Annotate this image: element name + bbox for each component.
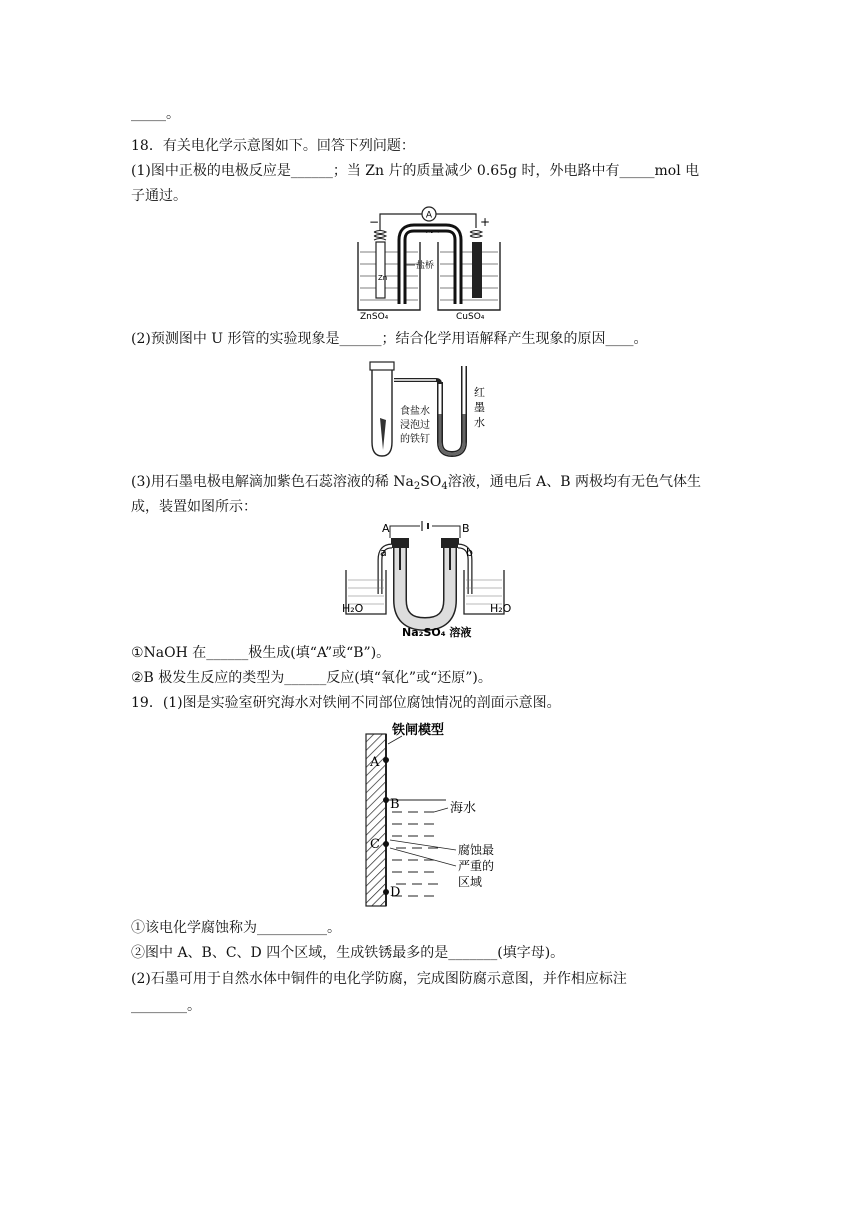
ink-label-1: 红 [474, 386, 485, 399]
subscript-2: 2 [413, 481, 421, 492]
q19-part2-cont: ________。 [131, 998, 201, 1014]
q19-part1-1: ①该电化学腐蚀称为__________。 [131, 920, 341, 936]
galvanic-cell-figure [354, 206, 504, 320]
ink-label-2: 墨 [474, 401, 485, 414]
electrolysis-figure [340, 520, 522, 638]
zinc-label: Zn [378, 274, 388, 282]
iron-gate-figure [362, 720, 512, 910]
negative-terminal-label: − [369, 215, 380, 229]
q18-part3-1: ①NaOH 在______极生成(填“A”或“B”)。 [131, 645, 391, 661]
q18-part3-text-c: 溶液，通电后 A、B 两极均有无色气体生 [447, 474, 702, 490]
nail-label-line3: 的铁钉 [400, 434, 430, 445]
solution-label: Na₂SO₄ 溶液 [402, 626, 472, 639]
u-tube [440, 366, 464, 454]
electrode-b-label: B [462, 522, 470, 535]
point-a [383, 757, 389, 763]
water-right-label: H₂O [490, 602, 512, 615]
point-d [383, 889, 389, 895]
blank-line-tail: _____。 [131, 106, 180, 122]
stopper [370, 362, 394, 370]
question-18-heading: 18．有关电化学示意图如下。回答下列问题： [131, 138, 415, 154]
q18-part3 [131, 472, 701, 492]
q18-part2: (2)预测图中 U 形管的实验现象是______；结合化学用语解释产生现象的原因____。 [131, 331, 648, 347]
worst-region-line2: 严重的 [458, 859, 495, 873]
point-b-label: B [390, 797, 400, 812]
q19-part1-2: ②图中 A、B、C、D 四个区域，生成铁锈最多的是_______(填字母)。 [131, 945, 565, 961]
zinc-electrode [376, 242, 388, 298]
electrode-a-label: A [382, 522, 390, 535]
nail-label-line2: 浸泡过 [400, 420, 430, 431]
test-tube [372, 368, 392, 456]
ammeter-symbol: A [425, 210, 433, 221]
q19-part2: (2)石墨可用于自然水体中铜件的电化学防腐，完成图防腐示意图，并作相应标注 [131, 971, 627, 987]
tube-a-label: a [380, 546, 387, 559]
positive-terminal-label: + [480, 215, 491, 229]
ammeter-label: 电流计 [417, 225, 441, 234]
nail-corrosion-figure [364, 358, 498, 462]
iron-nail-icon [380, 418, 386, 450]
seawater-label: 海水 [450, 801, 477, 816]
tube-b-label: b [466, 546, 473, 559]
ink-label-3: 水 [474, 416, 485, 429]
subscript-4: 4 [441, 481, 448, 492]
point-c [383, 841, 389, 847]
nail-label-line1: 食盐水 [400, 406, 430, 417]
point-c-label: C [370, 837, 380, 852]
q18-part1: (1)图中正极的电极反应是______；当 Zn 片的质量减少 0.65g 时，外电路中有_____mol 电 [131, 163, 700, 179]
copper-electrode [472, 242, 482, 298]
q18-part1-cont: 子通过。 [131, 188, 187, 204]
q18-part3-text-b: SO [420, 474, 442, 490]
point-a-label: A [370, 755, 380, 770]
gate-model-title: 铁闸模型 [392, 723, 445, 738]
point-d-label: D [390, 885, 401, 900]
left-solution-label: ZnSO₄ [360, 312, 389, 322]
salt-bridge-label: 盐桥 [416, 261, 435, 271]
question-19-heading: 19．(1)图是实验室研究海水对铁闸不同部位腐蚀情况的剖面示意图。 [131, 695, 561, 711]
right-solution-label: CuSO₄ [456, 312, 485, 322]
water-left-label: H₂O [342, 602, 364, 615]
q18-part3-cont: 成，装置如图所示： [131, 499, 257, 515]
q18-part3-text-a: (3)用石墨电极电解滴加紫色石蕊溶液的稀 Na [131, 474, 414, 490]
worst-region-line1: 腐蚀最 [458, 843, 495, 857]
point-b [383, 797, 389, 803]
q18-part3-2: ②B 极发生反应的类型为______反应(填“氧化”或“还原”)。 [131, 670, 492, 686]
worst-region-line3: 区域 [458, 875, 483, 889]
